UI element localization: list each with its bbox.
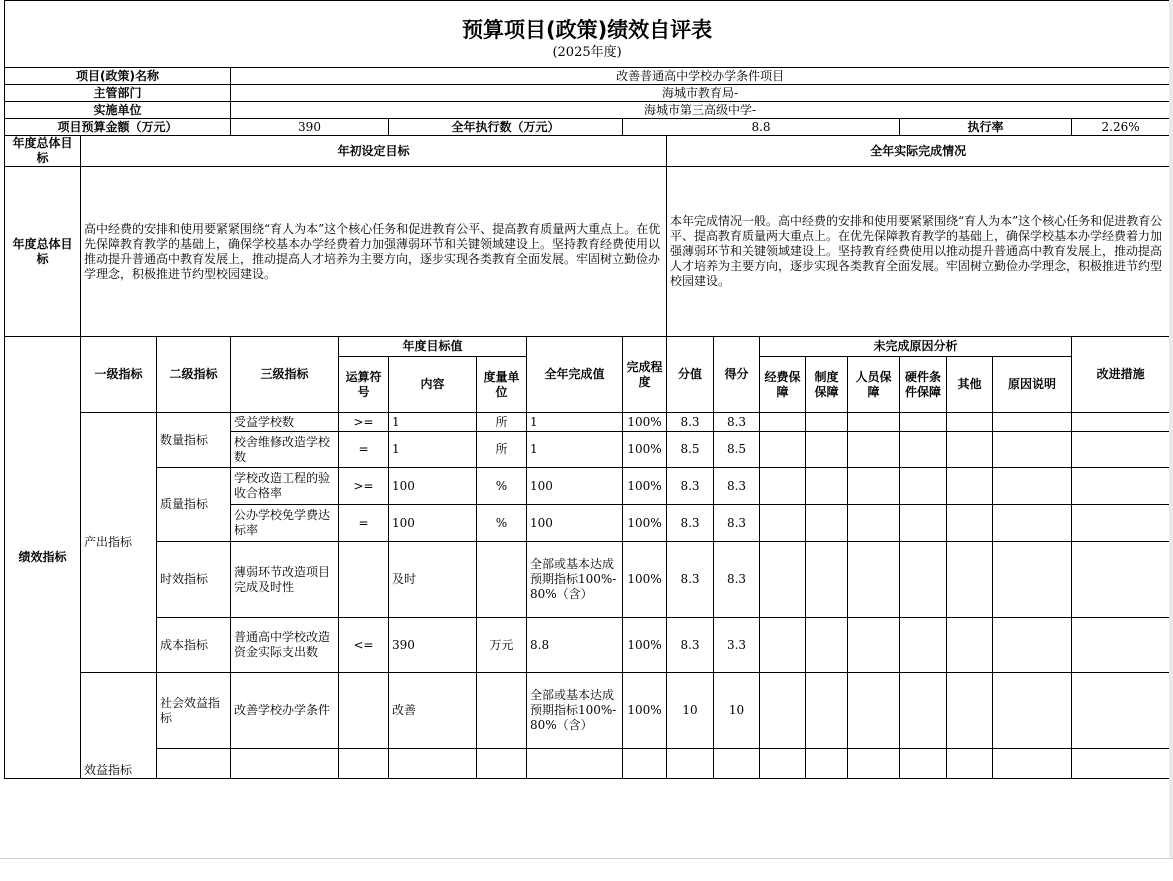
row-unit: 所: [477, 413, 527, 432]
initial-goal-text: 高中经费的安排和使用要紧紧围绕“育人为本”这个核心任务和促进教育公平、提高教育质量两大重点上。在优先保障教育教学的基础上，确保学校基本办学经费着力加强薄弱环节和关键领域建设上。坚持教育经费使用以推动提升普通高中教育发展上，推动提高人才培养为主要方向，逐步实现各类教育全面发展。牢固树立勤俭办学理念，积极推进节约型校园建设。: [81, 167, 667, 337]
row-value: 8.3: [667, 618, 714, 673]
row-actual: 1: [527, 413, 623, 432]
table-row: [5, 749, 1170, 779]
unit-value: 海城市第三高级中学-: [231, 102, 1170, 119]
group-output: 产出指标: [81, 413, 157, 673]
hdr-level2: 二级指标: [157, 337, 231, 413]
row-op: [339, 542, 389, 618]
row-actual: 100: [527, 505, 623, 542]
row-actual: 8.8: [527, 618, 623, 673]
group-quality: 质量指标: [157, 468, 231, 542]
row-content: 1: [389, 413, 477, 432]
row-value: 8.3: [667, 542, 714, 618]
row-unit: %: [477, 468, 527, 505]
table-row: [5, 673, 1170, 749]
row-value: 8.3: [667, 505, 714, 542]
row-name: 受益学校数: [231, 413, 339, 432]
group-time: 时效指标: [157, 542, 231, 618]
row-unit: %: [477, 505, 527, 542]
evaluation-sheet: [4, 0, 1169, 790]
hdr-unit: 度量单位: [477, 357, 527, 413]
row-score: 10: [714, 673, 760, 749]
hdr-level3: 三级指标: [231, 337, 339, 413]
row-op: =: [339, 505, 389, 542]
hdr-operator: 运算符号: [339, 357, 389, 413]
unit-label: 实施单位: [5, 102, 231, 119]
title-cell: [5, 1, 1170, 68]
row-content: 改善: [389, 673, 477, 749]
hdr-score: 得分: [714, 337, 760, 413]
group-benefit: 效益指标: [81, 673, 157, 779]
row-completion: 100%: [623, 505, 667, 542]
table-row: [5, 413, 1170, 432]
exec-value: 8.8: [623, 119, 900, 136]
row-actual: 100: [527, 468, 623, 505]
hdr-improve: 改进措施: [1072, 337, 1170, 413]
row-name: 校舍维修改造学校数: [231, 432, 339, 468]
vertical-scrollbar[interactable]: [1169, 0, 1173, 858]
table-row: [5, 618, 1170, 673]
row-completion: 100%: [623, 542, 667, 618]
row-name: 公办学校免学费达标率: [231, 505, 339, 542]
row-completion: 100%: [623, 432, 667, 468]
row-content: 1: [389, 432, 477, 468]
row-score: 8.3: [714, 542, 760, 618]
hdr-reason-group: 未完成原因分析: [760, 337, 1072, 357]
row-unit: 所: [477, 432, 527, 468]
dept-label: 主管部门: [5, 85, 231, 102]
row-value: 10: [667, 673, 714, 749]
row-value: 8.3: [667, 468, 714, 505]
row-op: =: [339, 432, 389, 468]
hdr-actual: 全年完成值: [527, 337, 623, 413]
row-score: 3.3: [714, 618, 760, 673]
project-name-value: 改善普通高中学校办学条件项目: [231, 68, 1170, 85]
table-row: [5, 468, 1170, 505]
row-completion: 100%: [623, 618, 667, 673]
hdr-r-staff: 人员保障: [848, 357, 900, 413]
row-content: 390: [389, 618, 477, 673]
goal-side-label-top: 年度总体目标: [5, 136, 81, 167]
hdr-completion: 完成程度: [623, 337, 667, 413]
row-completion: 100%: [623, 413, 667, 432]
actual-goal-header: 全年实际完成情况: [667, 136, 1170, 167]
exec-label: 全年执行数（万元）: [389, 119, 623, 136]
row-value: 8.3: [667, 413, 714, 432]
row-name: 普通高中学校改造资金实际支出数: [231, 618, 339, 673]
actual-goal-text: 本年完成情况一般。高中经费的安排和使用要紧紧围绕“育人为本”这个核心任务和促进教育公平、提高教育质量两大重点上。在优先保障教育教学的基础上，确保学校基本办学经费着力加强薄弱环节和关键领域建设上。坚持教育经费使用以推动提升普通高中教育发展上，推动提高人才培养为主要方向，逐步实现各类教育全面发展。牢固树立勤俭办学理念，积极推进节约型校园建设。: [667, 167, 1170, 337]
row-name: 薄弱环节改造项目完成及时性: [231, 542, 339, 618]
row-content: 100: [389, 505, 477, 542]
hdr-r-system: 制度保障: [806, 357, 848, 413]
row-actual: 全部或基本达成预期指标100%-80%（含）: [527, 673, 623, 749]
row-op: >=: [339, 468, 389, 505]
row-op: >=: [339, 413, 389, 432]
row-completion: 100%: [623, 468, 667, 505]
sheet-title: 预算项目(政策)绩效自评表: [461, 18, 713, 42]
group-quantity: 数量指标: [157, 413, 231, 468]
table-row: [5, 542, 1170, 618]
row-unit: [477, 542, 527, 618]
status-bar: [0, 858, 1173, 881]
row-value: 8.5: [667, 432, 714, 468]
row-content: 及时: [389, 542, 477, 618]
hdr-r-fund: 经费保障: [760, 357, 806, 413]
row-score: 8.5: [714, 432, 760, 468]
group-social: 社会效益指标: [157, 673, 231, 749]
hdr-level1: 一级指标: [81, 337, 157, 413]
row-unit: [477, 673, 527, 749]
row-score: 8.3: [714, 413, 760, 432]
row-name: 学校改造工程的验收合格率: [231, 468, 339, 505]
row-op: <=: [339, 618, 389, 673]
row-content: 100: [389, 468, 477, 505]
hdr-r-hardware: 硬件条件保障: [900, 357, 947, 413]
hdr-r-other: 其他: [947, 357, 993, 413]
row-score: 8.3: [714, 468, 760, 505]
hdr-content: 内容: [389, 357, 477, 413]
goal-side-label: 年度总体目标: [5, 167, 81, 337]
initial-goal-header: 年初设定目标: [81, 136, 667, 167]
hdr-target-group: 年度目标值: [339, 337, 527, 357]
rate-label: 执行率: [900, 119, 1072, 136]
row-op: [339, 673, 389, 749]
row-score: 8.3: [714, 505, 760, 542]
budget-value: 390: [231, 119, 389, 136]
hdr-score-value: 分值: [667, 337, 714, 413]
budget-label: 项目预算金额（万元）: [5, 119, 231, 136]
evaluation-table: [4, 0, 1169, 779]
row-actual: 全部或基本达成预期指标100%-80%（含）: [527, 542, 623, 618]
sheet-year: (2025年度): [552, 45, 622, 60]
row-unit: 万元: [477, 618, 527, 673]
indicators-side-label: 绩效指标: [5, 337, 81, 779]
project-name-label: 项目(政策)名称: [5, 68, 231, 85]
rate-value: 2.26%: [1072, 119, 1170, 136]
row-name: 改善学校办学条件: [231, 673, 339, 749]
group-cost: 成本指标: [157, 618, 231, 673]
row-actual: 1: [527, 432, 623, 468]
hdr-r-note: 原因说明: [993, 357, 1072, 413]
row-completion: 100%: [623, 673, 667, 749]
dept-value: 海城市教育局-: [231, 85, 1170, 102]
